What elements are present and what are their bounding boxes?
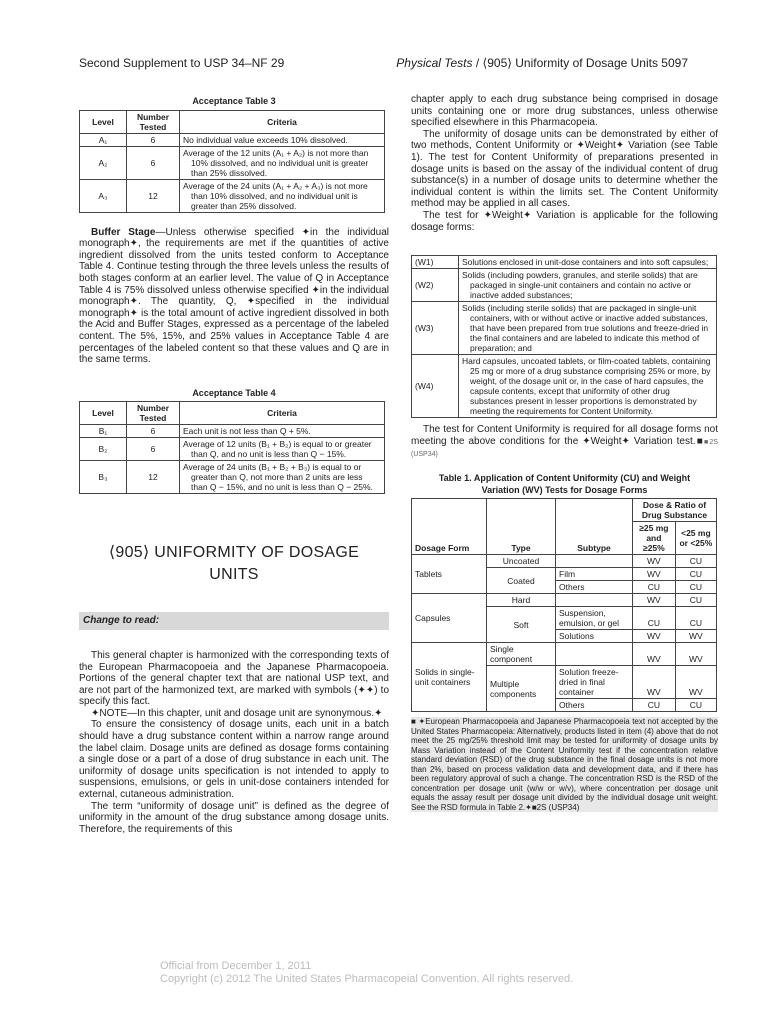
table-cell: WV (633, 630, 676, 643)
table-cell: Solids (including sterile solids) that are packaged in single-unit containers, with or without active or inactive added substances, that have been prepared from true solutions and freeze-dried in the final containers and are labeled to indicate this method of preparation; and (459, 302, 717, 355)
table-cell: Average of the 24 units (A₁ + A₂ + A₃) is not more than 10% dissolved, and no individual unit is greater than 25% dissolved. (180, 179, 385, 212)
table-cell: CU (675, 581, 716, 594)
table-cell: Solids in single-unit containers (412, 643, 487, 712)
table4-header: Number Tested (127, 402, 180, 425)
table-cell: Average of 12 units (B₁ + B₂) is equal to or greater than Q, and no unit is less than Q − 15%. (180, 438, 385, 461)
table-cell: 12 (127, 461, 180, 494)
weight-variation-table (411, 255, 717, 418)
table-cell: B₁ (80, 425, 127, 438)
table-cell: No individual value exceeds 10% dissolved. (180, 133, 385, 146)
table-cell: B₃ (80, 461, 127, 494)
table-cell: Average of the 12 units (A₁ + A₂) is not more than 10% dissolved, and no individual unit is greater than 25% dissolved. (180, 146, 385, 179)
content-uniformity-text: The test for Content Uniformity is required for all dosage forms not meeting the above conditions for the ✦Weight✦ Variation test.■ (411, 424, 718, 447)
table-row (412, 643, 717, 666)
table3-title: Acceptance Table 3 (192, 96, 276, 106)
acceptance-table-4 (79, 401, 385, 494)
table-row (80, 146, 385, 179)
table-row (412, 269, 717, 302)
table-cell: Uncoated (487, 555, 556, 568)
table-cell: (W1) (412, 256, 459, 269)
table-cell: A₂ (80, 146, 127, 179)
table-cell: Solutions enclosed in unit-dose containers and into soft capsules; (459, 256, 717, 269)
revision-marker: ■2S (USP34) (411, 438, 718, 459)
table-cell: WV (675, 666, 716, 699)
intro-paragraph: This general chapter is harmonized with the corresponding texts of the European Pharmacopoeia and the Japanese Pharmacopoeia. Portions of the general chapter text that are national USP text, and are not part of the harmonized text, are marked with symbols (✦✦) to specify this fact. (79, 649, 389, 708)
table4-header: Level (80, 402, 127, 425)
content-uniformity-paragraph (411, 424, 718, 461)
table-row (80, 425, 385, 438)
table-row (412, 594, 717, 607)
chapter-intro (79, 650, 389, 836)
table-cell: Soft (487, 607, 556, 643)
table-cell: A₁ (80, 133, 127, 146)
table1-title: Table 1. Application of Content Uniformity (CU) and Weight Variation (WV) Tests for Dosage Forms (438, 472, 691, 495)
table-cell: (W3) (412, 302, 459, 355)
table-cell: CU (675, 699, 716, 712)
table-cell: Others (556, 581, 633, 594)
official-date-footer: Official from December 1, 2011 (160, 960, 312, 972)
table-cell: 6 (127, 438, 180, 461)
table3-header: Level (80, 110, 127, 133)
table-cell: Capsules (412, 594, 487, 643)
table-cell: WV (633, 594, 676, 607)
weight-variation-paragraph: The test for ✦Weight✦ Variation is applicable for the following dosage forms: (411, 209, 718, 233)
table-cell: Solution freeze-dried in final container (556, 666, 633, 699)
right-column (411, 94, 718, 812)
note-paragraph: ✦NOTE—In this chapter, unit and dosage unit are synonymous.✦ (91, 707, 383, 719)
table-row (412, 256, 717, 269)
table4-header: Criteria (180, 402, 385, 425)
table-cell (556, 555, 633, 568)
methods-paragraph: The uniformity of dosage units can be demonstrated by either of two methods, Content Uniformity or ✦Weight✦ Variation (see Table 1). The test for Content Uniformity of preparations presented in dosage units is based on the assay of the individual content of drug substance(s) in a number of dosage units to determine whether the individual content is within the limits set. The Content Uniformity method may be applied in all cases. (411, 128, 718, 210)
table-cell: Hard (487, 594, 556, 607)
buffer-stage-term: Buffer Stage (91, 226, 156, 238)
table-cell: 6 (127, 425, 180, 438)
chapter-title: ⟨905⟩ UNIFORMITY OF DOSAGE UNITS (108, 544, 360, 584)
table-cell: WV (633, 568, 676, 581)
table1-group-header: Dose & Ratio of Drug Substance (633, 499, 717, 522)
table-cell (556, 643, 633, 666)
table-cell: Others (556, 699, 633, 712)
table-row (80, 461, 385, 494)
table-cell: Multiple components (487, 666, 556, 712)
table-row (80, 133, 385, 146)
table-cell: Average of 24 units (B₁ + B₂ + B₃) is equal to or greater than Q, not more than 2 units are less than Q − 15%, and no unit is less than Q − 25%. (180, 461, 385, 494)
table-cell: Film (556, 568, 633, 581)
definition-paragraph: The term “uniformity of dosage unit” is defined as the degree of uniformity in the amount of the drug substance among dosage units. Therefore, the requirements of this (79, 800, 389, 835)
header-section-rest: / ⟨905⟩ Uniformity of Dosage Units 5097 (472, 56, 688, 70)
table-cell: CU (633, 581, 676, 594)
table-row (412, 355, 717, 418)
table-cell: (W4) (412, 355, 459, 418)
running-header-left: Second Supplement to USP 34–NF 29 (79, 56, 285, 70)
table-cell: CU (675, 568, 716, 581)
table-row (412, 302, 717, 355)
table-1 (411, 498, 717, 712)
table-cell: WV (675, 643, 716, 666)
table-cell: WV (675, 630, 716, 643)
table1-header: Type (487, 499, 556, 555)
table-cell: CU (675, 555, 716, 568)
table-cell: Each unit is not less than Q + 5%. (180, 425, 385, 438)
table-cell: WV (633, 666, 676, 699)
table3-header: Criteria (180, 110, 385, 133)
table-cell: CU (633, 607, 676, 630)
footnote: ■ ✦European Pharmacopoeia and Japanese Pharmacopoeia text not accepted by the United States Pharmacopeia: Alternatively, products listed in item (4) above that do not meet the 25 mg/25% threshold limit may be tested for uniformity of dosage units by Mass Variation instead of the Content Uniformity test if the concentration relative standard deviation (RSD) of the drug substance in the final dosage units is not more than 2%, based on process validation data and development data, and if there has been regulatory approval of such a change. The concentration RSD is the RSD of the concentration per dosage unit (w/w or w/v), where concentration per dosage unit equals the assay result per dosage unit divided by the individual dosage unit weight. See the RSD formula in Table 2.✦■2S (USP34) (411, 717, 718, 812)
table-cell: B₂ (80, 438, 127, 461)
table-cell: Solutions (556, 630, 633, 643)
table-cell: 6 (127, 133, 180, 146)
table-cell: Coated (487, 568, 556, 594)
table-row (80, 179, 385, 212)
table3-header: Number Tested (127, 110, 180, 133)
table-cell: 12 (127, 179, 180, 212)
consistency-paragraph: To ensure the consistency of dosage units, each unit in a batch should have a drug substance content within a narrow range around the label claim. Dosage units are defined as dosage forms containing a single dose or a part of a dose of drug substance in each unit. The uniformity of dosage units specification is not intended to apply to suspensions, emulsions, or gels in unit-dose containers intended for external, cutaneous administration. (79, 719, 389, 801)
table-row (412, 555, 717, 568)
table1-header: Subtype (556, 499, 633, 555)
buffer-stage-paragraph (79, 227, 389, 366)
table-cell: CU (675, 607, 716, 630)
table-cell: Hard capsules, uncoated tablets, or film-coated tablets, containing 25 mg or more of a drug substance comprising 25% or more, by weight, of the dosage unit or, in the case of hard capsules, the capsule contents, except that uniformity of other drug substances present in lesser proportions is demonstrated by meeting the requirements for Content Uniformity. (459, 355, 717, 418)
table1-header: <25 mg or <25% (675, 522, 716, 555)
table-cell: WV (633, 555, 676, 568)
header-section-italic: Physical Tests (396, 56, 473, 70)
left-column (79, 96, 389, 835)
table-cell: WV (633, 643, 676, 666)
table-cell: A₃ (80, 179, 127, 212)
table-cell: 6 (127, 146, 180, 179)
table-cell: Suspension, emulsion, or gel (556, 607, 633, 630)
table4-title: Acceptance Table 4 (192, 387, 276, 398)
table-cell: Solids (including powders, granules, and sterile solids) that are packaged in single-unit containers and contain no active or inactive added substances; (459, 269, 717, 302)
table-cell: CU (675, 594, 716, 607)
table-cell: (W2) (412, 269, 459, 302)
applicability-paragraph: chapter apply to each drug substance being comprised in dosage units containing one or more drug substances, unless otherwise specified elsewhere in this Pharmacopeia. (411, 94, 718, 129)
buffer-stage-text: —Unless otherwise specified ✦in the individual monograph✦, the requirements are met if the quantities of active ingredient dissolved from the units tested conform to Acceptance Table 4. Continue testing through the three levels unless the results of both stages conform at an earlier level. The value of Q in Acceptance Table 4 is 75% dissolved unless otherwise specified ✦in the individual monograph✦. The quantity, Q, ✦specified in the individual monograph✦ is the total amount of active ingredient dissolved in both the Acid and Buffer Stages, expressed as a percentage of the labeled content. The 5%, 15%, and 25% values in Acceptance Table 4 are percentages of the labeled content so that these values and Q are in the same terms. (79, 226, 390, 366)
table-cell: Tablets (412, 555, 487, 594)
table1-header: Dosage Form (412, 499, 487, 555)
table-cell: CU (633, 699, 676, 712)
copyright-footer: Copyright (c) 2012 The United States Pharmacopeial Convention. All rights reserved. (160, 973, 574, 985)
table-cell (556, 594, 633, 607)
acceptance-table-3 (79, 110, 385, 213)
table1-header: ≥25 mg and ≥25% (633, 522, 676, 555)
change-label: Change to read: (79, 612, 389, 630)
table-row (80, 438, 385, 461)
running-header-right (396, 56, 688, 70)
table-cell: Single component (487, 643, 556, 666)
